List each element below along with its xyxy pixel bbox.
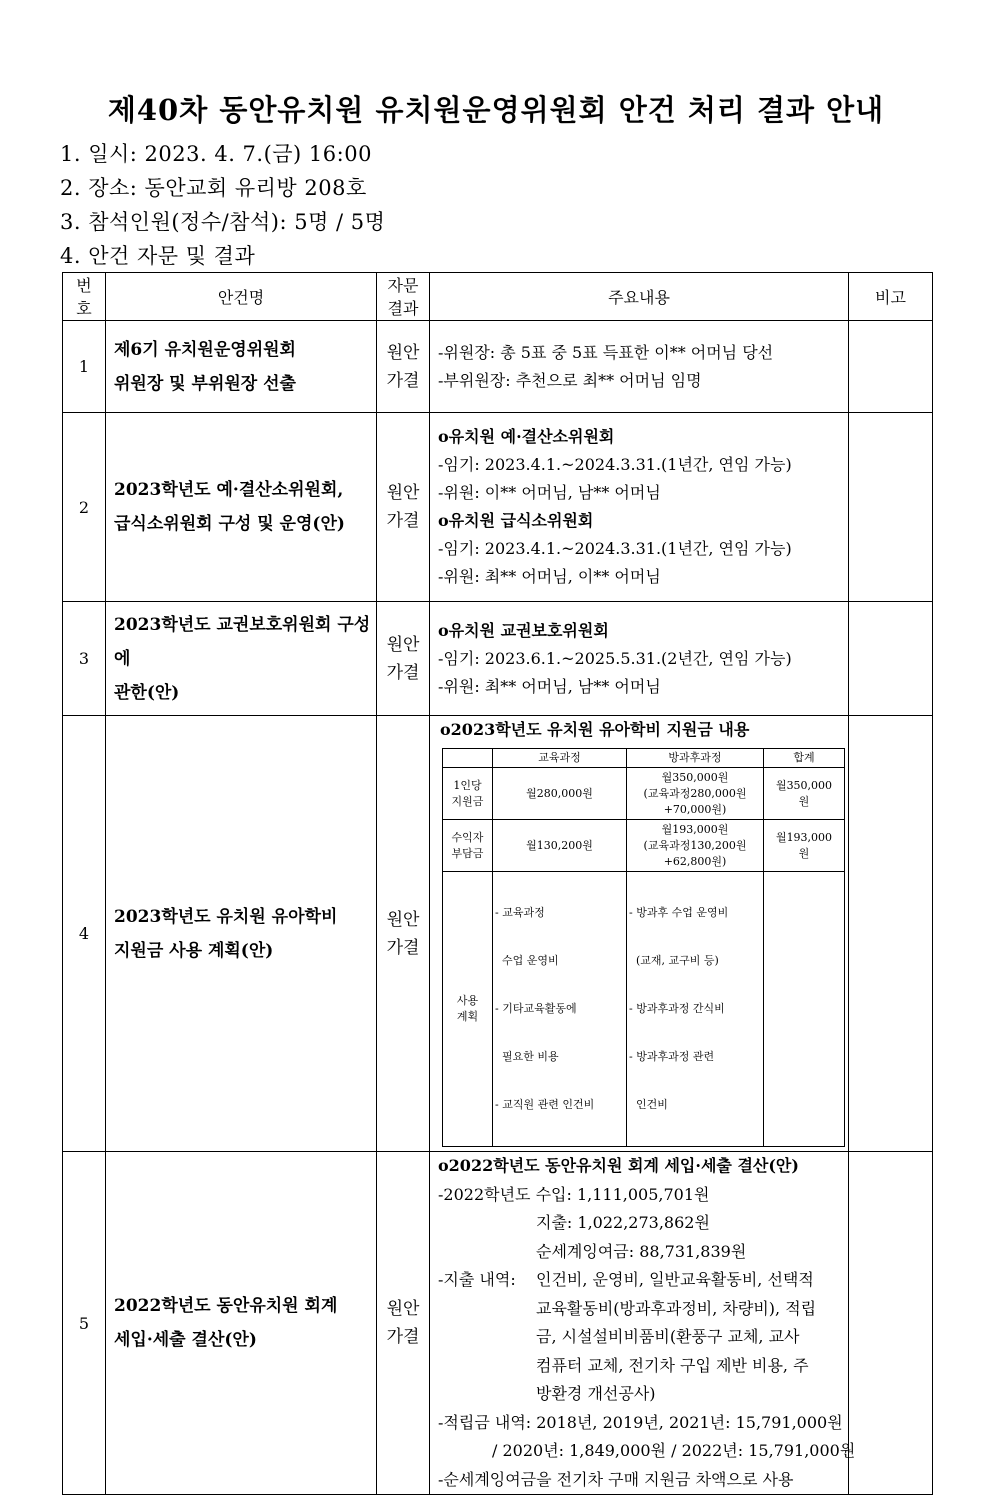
subsidy-total-cell [764, 872, 845, 1147]
subsidy-after-cell: 월193,000원 (교육과정130,200원 +62,800원) [627, 820, 764, 872]
subsidy-row-label: 사용 계획 [443, 872, 493, 1147]
info-attendance: 3. 참석인원(정수/참석): 5명 / 5명 [60, 210, 386, 234]
row-name: 2023학년도 예·결산소위원회, 급식소위원회 구성 및 운영(안) [106, 413, 377, 602]
header-name: 안건명 [106, 273, 377, 321]
row-content: o유치원 예·결산소위원회 -임기: 2023.4.1.~2024.3.31.(1년간, 연임 가능) -위원: 이** 어머님, 남** 어머님 o유치원 급식소위원회 -임기: 2023.4.1.~2024.3.31.(1년간, 연임 가능) -위원: 최** 어머님, 이** 어머님 [430, 413, 849, 602]
subsidy-table [442, 748, 845, 1147]
subsidy-row-label: 1인당 지원금 [443, 768, 493, 820]
subsidy-edu-cell: - 교육과정 수업 운영비 - 기타교육활동에 필요한 비용 - 교직원 관련 인건비 [493, 872, 627, 1147]
row-num: 4 [63, 716, 106, 1152]
subsidy-header-total: 합계 [764, 749, 845, 768]
row-name: 2023학년도 교권보호위원회 구성에 관한(안) [106, 602, 377, 716]
row-result: 원안 가결 [377, 321, 430, 413]
row-content: o2023학년도 유치원 유아학비 지원금 내용 교육과정 방과후과정 합계 1인당 지원금 월280,000원 월350,000원 (교육과정280,000원 +70,000원) 월350,000 원 수익자 부담금 월130,200원 월193,000원 (교육과정130,200원 +62,800원) 월193,000 원 사용 계획 - 교육과정 수업 운영비 - 기타교육활동에 필요한 비용 - 교직원 관련 인건비 - 방과후 수업 운영비 (교재, 교구비 등) - 방과후과정 간식비 - 방과후과정 관련 인건비 [430, 716, 849, 1152]
row-num: 3 [63, 602, 106, 716]
row-name: 2022학년도 동안유치원 회계 세입·세출 결산(안) [106, 1152, 377, 1495]
row-content: -위원장: 총 5표 중 5표 득표한 이** 어머님 당선 -부위원장: 추천으로 최** 어머님 임명 [430, 321, 849, 413]
subsidy-header-row [443, 749, 845, 768]
subsidy-row-per-child [443, 768, 845, 820]
row-note [849, 1152, 933, 1495]
row-result: 원안 가결 [377, 413, 430, 602]
agenda-table [62, 272, 933, 1495]
info-datetime: 1. 일시: 2023. 4. 7.(금) 16:00 [60, 142, 372, 166]
page-title: 제40차 동안유치원 유치원운영위원회 안건 처리 결과 안내 [107, 93, 885, 127]
agenda-row-4 [63, 716, 933, 1152]
row-note [849, 716, 933, 1152]
subsidy-after-cell: 월350,000원 (교육과정280,000원 +70,000원) [627, 768, 764, 820]
agenda-row-2 [63, 413, 933, 602]
subsidy-header-edu: 교육과정 [493, 749, 627, 768]
info-agenda-heading: 4. 안건 자문 및 결과 [60, 244, 256, 268]
row-content: o2022학년도 동안유치원 회계 세입·세출 결산(안) -2022학년도 수입: 1,111,005,701원 지출: 1,022,273,862원 순세계잉여금: 88,731,839원 -지출 내역: 인건비, 운영비, 일반교육활동비, 선택적 교육활동비(방과후과정비, 차량비), 적립 금, 시설설비비품비(환풍구 교체, 교사 컴퓨터 교체, 전기차 구입 제반 비용, 주 방환경 개선공사) -적립금 내역: 2018년, 2019년, 2021년: 15,791,000원 / 2020년: 1,849,000원 / 2022년: 15,791,000원 -순세계잉여금을 전기차 구매 지원금 차액으로 사용 [430, 1152, 849, 1495]
row-content: o유치원 교권보호위원회 -임기: 2023.6.1.~2025.5.31.(2년간, 연임 가능) -위원: 최** 어머님, 남** 어머님 [430, 602, 849, 716]
row-num: 2 [63, 413, 106, 602]
row-name: 제6기 유치원운영위원회 위원장 및 부위원장 선출 [106, 321, 377, 413]
row-num: 1 [63, 321, 106, 413]
header-num: 번 호 [63, 273, 106, 321]
subsidy-edu-cell: 월280,000원 [493, 768, 627, 820]
agenda-row-5 [63, 1152, 933, 1495]
row-note [849, 321, 933, 413]
row-result: 원안 가결 [377, 1152, 430, 1495]
subsidy-row-label: 수익자 부담금 [443, 820, 493, 872]
agenda-row-3 [63, 602, 933, 716]
row-result: 원안 가결 [377, 602, 430, 716]
row-note [849, 602, 933, 716]
subsidy-after-cell: - 방과후 수업 운영비 (교재, 교구비 등) - 방과후과정 간식비 - 방과후과정 관련 인건비 [627, 872, 764, 1147]
subsidy-total-cell: 월350,000 원 [764, 768, 845, 820]
header-content: 주요내용 [430, 273, 849, 321]
info-location: 2. 장소: 동안교회 유리방 208호 [60, 176, 367, 200]
subsidy-header-blank [443, 749, 493, 768]
subsidy-row-payer [443, 820, 845, 872]
subsidy-edu-cell: 월130,200원 [493, 820, 627, 872]
subsidy-header-after: 방과후과정 [627, 749, 764, 768]
row-result: 원안 가결 [377, 716, 430, 1152]
row-note [849, 413, 933, 602]
row-num: 5 [63, 1152, 106, 1495]
agenda-header-row [63, 273, 933, 321]
row-name: 2023학년도 유치원 유아학비 지원금 사용 계획(안) [106, 716, 377, 1152]
subsidy-total-cell: 월193,000 원 [764, 820, 845, 872]
agenda-row-1 [63, 321, 933, 413]
header-note: 비고 [849, 273, 933, 321]
subsidy-row-plan [443, 872, 845, 1147]
header-result: 자문 결과 [377, 273, 430, 321]
